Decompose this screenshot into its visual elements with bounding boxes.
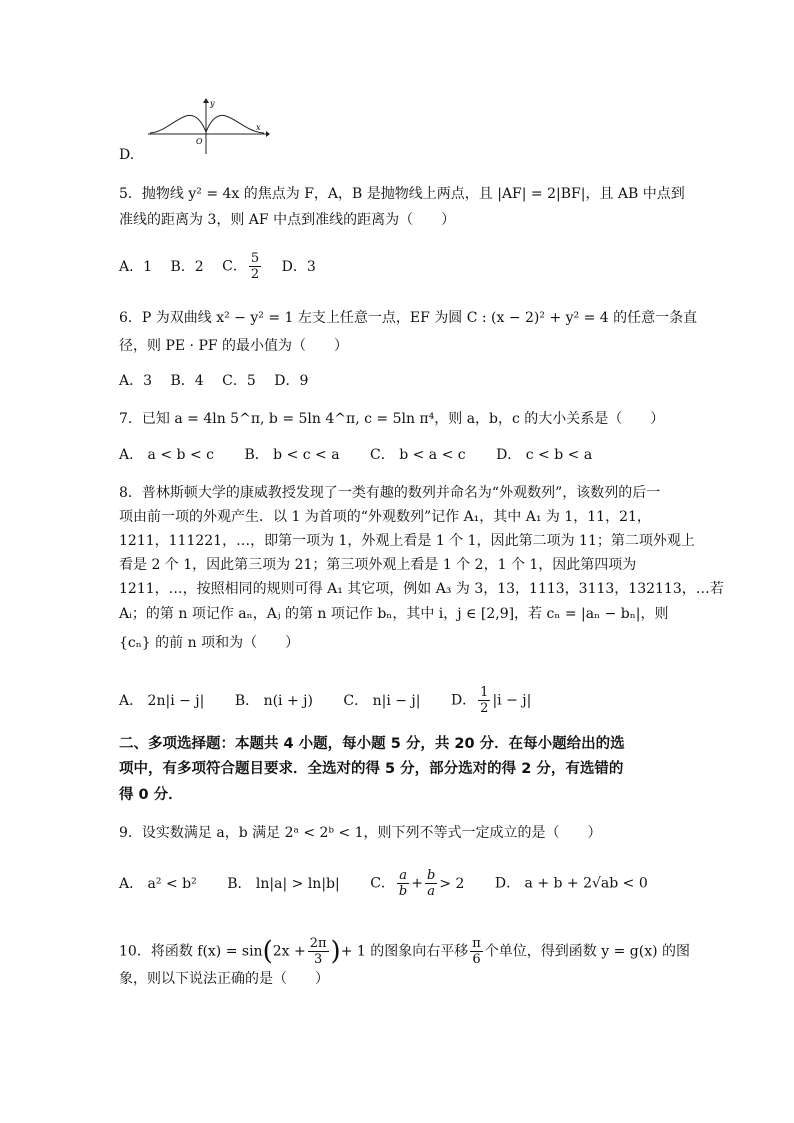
q5-option-c: C． bbox=[222, 258, 247, 275]
q10-paren-open: ( bbox=[262, 936, 273, 967]
q10-arg: 2x + bbox=[272, 943, 306, 960]
q9-options: A． a² < b² B． ln|a| > ln|b| C． $\frac{a}{b}$ + $\frac{b}{a}$ > 2 D． a + b + 2√ab < 0 bbox=[119, 868, 648, 899]
q6-option-b: B．4 bbox=[170, 373, 204, 389]
section2-line2: 项中，有多项符合题目要求．全选对的得 5 分，部分选对的得 2 分，有选错的 bbox=[119, 761, 624, 777]
q10-line2: 象，则以下说法正确的是（ ） bbox=[119, 971, 329, 987]
q10-frac2: $\frac{\pi}{6}$ bbox=[472, 936, 481, 967]
q7-option-c: C． b < a < c bbox=[370, 447, 466, 463]
q10-frac1: $\frac{2\pi}{3}$ bbox=[309, 936, 327, 967]
q9-option-d: D． a + b + 2√ab < 0 bbox=[494, 875, 648, 892]
q8-line1: 8．普林斯顿大学的康威教授发现了一类有趣的数列并命名为“外观数列”，该数列的后一 bbox=[119, 485, 661, 501]
q8-line2: 项由前一项的外观产生．以 1 为首项的“外观数列”记作 A₁，其中 A₁ 为 1，11，21， bbox=[119, 509, 651, 525]
curve bbox=[150, 115, 264, 133]
q8-line3: 1211，111221，…，即第一项为 1，外观上看是 1 个 1，因此第二项为 11；第二项外观上 bbox=[119, 533, 695, 549]
section2-line1: 二、多项选择题：本题共 4 小题，每小题 5 分，共 20 分．在每小题给出的选 bbox=[119, 736, 625, 752]
q8-option-c: C． n|i − j| bbox=[343, 692, 421, 709]
q5-option-d: D．3 bbox=[281, 258, 316, 275]
q7-option-d: D． c < b < a bbox=[496, 447, 593, 463]
section2-line3: 得 0 分． bbox=[119, 787, 183, 803]
q6-line2: 径，则 PE · PF 的最小值为（ ） bbox=[119, 338, 349, 354]
q6-line1: 6．P 为双曲线 x² − y² = 1 左支上任意一点，EF 为圆 C : (x − 2)² + y² = 4 的任意一条直 bbox=[119, 310, 698, 326]
q5-options bbox=[119, 251, 330, 282]
y-label: y bbox=[210, 99, 215, 108]
q4-option-d: D. bbox=[119, 147, 135, 163]
q7-line1: 7．已知 a = 4ln 5^π, b = 5ln 4^π, c = 5ln π⁴，则 a，b，c 的大小关系是（ ） bbox=[119, 411, 665, 427]
q9-option-c-frac1: $\frac{a}{b}$ bbox=[398, 868, 408, 899]
q6-option-a: A．3 bbox=[119, 373, 153, 389]
q10-line1 bbox=[119, 936, 690, 967]
x-axis-arrow bbox=[266, 131, 270, 137]
y-axis-arrow bbox=[203, 98, 209, 103]
q8-option-b: B． n(i + j) bbox=[234, 692, 313, 709]
q8-option-d-tail: |i − j| bbox=[492, 692, 532, 709]
q8-line6: Aᵢ；的第 n 项记作 aₙ，Aⱼ 的第 n 项记作 bₙ，其中 i，j ∈ [2,9]，若 cₙ = |aₙ − bₙ|，则 bbox=[119, 606, 669, 622]
q5-option-a: A．1 bbox=[119, 258, 153, 275]
q9-option-a: A． a² < b² bbox=[119, 875, 197, 892]
q8-option-d: D． bbox=[450, 692, 477, 709]
q6-options bbox=[119, 372, 322, 390]
q9-option-c-tail: > 2 bbox=[439, 875, 465, 892]
q8-option-d-fraction: $\frac{1}{2}$ bbox=[480, 685, 489, 716]
q8-option-a: A． 2n|i − j| bbox=[119, 692, 205, 709]
origin-label: O bbox=[196, 137, 203, 146]
q8-options bbox=[119, 685, 531, 716]
q9-option-c-frac2: $\frac{b}{a}$ bbox=[426, 868, 436, 899]
q7-option-a: A． a < b < c bbox=[119, 447, 214, 463]
q7-option-b: B． b < c < a bbox=[244, 447, 340, 463]
q9-option-b: B． ln|a| > ln|b| bbox=[227, 875, 340, 892]
q5-option-c-fraction: $\frac{5}{2}$ bbox=[250, 251, 260, 282]
q8-line5: 1211，…，按照相同的规则可得 A₁ 其它项，例如 A₃ 为 3，13，1113，3113，132113，…若 bbox=[119, 581, 724, 597]
q9-option-c: C． bbox=[370, 875, 395, 892]
q5-line1: 5．抛物线 y² = 4x 的焦点为 F，A，B 是抛物线上两点，且 |AF| = 2|BF|，且 AB 中点到 bbox=[119, 186, 685, 202]
q6-option-d: D．9 bbox=[274, 373, 309, 389]
q10-mid: + 1 的图象向右平移 bbox=[340, 943, 469, 960]
q8-line7: {cₙ} 的前 n 项和为（ ） bbox=[119, 635, 300, 651]
q10-line1-pre: 10．将函数 f(x) = sin bbox=[119, 943, 263, 960]
q5-option-b: B．2 bbox=[170, 258, 204, 275]
q8-line4: 看是 2 个 1，因此第三项为 21；第三项外观上看是 1 个 2，1 个 1，因此第四项为 bbox=[119, 557, 637, 573]
q10-paren-close: ) bbox=[330, 936, 341, 967]
function-graph bbox=[146, 98, 270, 156]
q10-post: 个单位，得到函数 y = g(x) 的图 bbox=[484, 943, 691, 960]
q9-line1: 9．设实数满足 a，b 满足 2ᵃ < 2ᵇ < 1，则下列不等式一定成立的是（ ） bbox=[119, 825, 602, 841]
q7-options bbox=[119, 446, 606, 464]
q6-option-c: C．5 bbox=[222, 373, 256, 389]
x-label: x bbox=[256, 123, 261, 132]
q5-line2: 准线的距离为 3，则 AF 中点到准线的距离为（ ） bbox=[119, 212, 456, 228]
